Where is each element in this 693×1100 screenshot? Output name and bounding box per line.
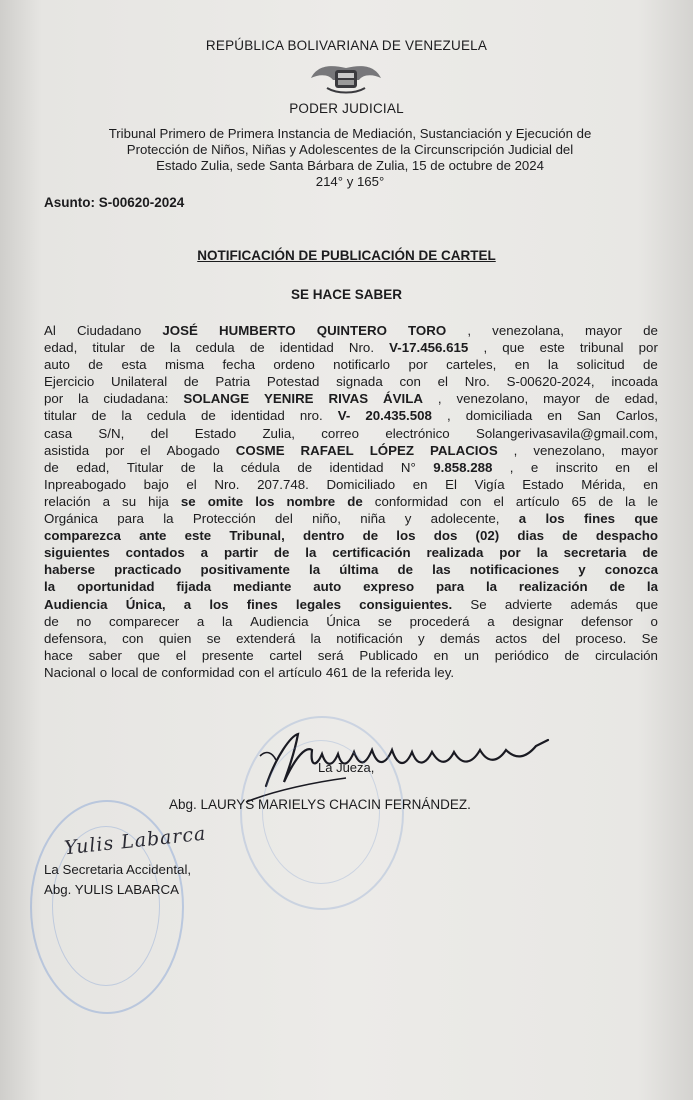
body-word: notificaciones [469, 562, 560, 578]
body-word: notificación [336, 630, 403, 646]
body-word: la [646, 579, 658, 595]
body-word: niña [360, 511, 386, 527]
body-line [44, 476, 658, 493]
body-word: , [513, 442, 518, 458]
body-word: última [339, 562, 379, 578]
body-word: además [570, 596, 618, 612]
body-word: oportunidad [76, 579, 155, 595]
body-word: bajo [143, 476, 169, 492]
body-word: Vigía [474, 476, 505, 492]
body-word: titular [92, 340, 125, 356]
body-word: de [594, 391, 610, 407]
body-word: designar [512, 613, 564, 629]
body-word: Inpreabogado [44, 476, 127, 492]
body-word: Zulia, [262, 425, 295, 441]
body-word: Única, [125, 596, 166, 612]
body-word: a [200, 545, 209, 561]
body-word: a [102, 493, 111, 509]
body-word: mayor [543, 391, 581, 407]
body-word: la [309, 562, 321, 578]
body-word: San [577, 408, 601, 424]
body-word: se [180, 493, 196, 509]
body-word: hace [44, 647, 73, 663]
body-word: dos [433, 528, 458, 544]
body-word: de [180, 459, 196, 475]
body-word: comparezca [44, 528, 121, 544]
body-word: secretaria [563, 545, 627, 561]
body-word: presente [201, 647, 254, 663]
body-word: a [487, 613, 495, 629]
judge-role-label: La Jueza, [318, 760, 375, 775]
court-line: Tribunal Primero de Primera Instancia de Mediación, Sustanciación y Ejecución de [108, 126, 592, 141]
body-word: la [485, 579, 498, 595]
body-word: certificación [332, 545, 411, 561]
body-line [44, 425, 658, 442]
body-word: en [514, 357, 530, 373]
body-word: dentro [303, 528, 345, 544]
body-word: Estado [522, 476, 564, 492]
coat-of-arms-emblem [307, 60, 385, 96]
body-word: electrónico [385, 425, 450, 441]
body-word: PALACIOS [429, 442, 498, 458]
body-line [44, 373, 658, 390]
body-word: para [436, 579, 465, 595]
body-word: de [140, 340, 155, 356]
body-word: a [518, 511, 527, 527]
body-word: de [562, 528, 578, 544]
body-word: cedula [195, 340, 235, 356]
body-word: Audiencia [44, 596, 108, 612]
body-word: asistida [44, 442, 90, 458]
body-word: correo [321, 425, 359, 441]
body-word: de [598, 493, 614, 509]
court-line: 214° y 165° [315, 174, 385, 189]
body-word: legales [295, 596, 341, 612]
body-word: de [397, 562, 414, 578]
body-word: periódico [494, 647, 549, 663]
body-line [44, 356, 658, 373]
body-word: cédula [240, 459, 280, 475]
body-word: de [200, 408, 216, 424]
body-word: ordeno [273, 357, 315, 373]
body-word: por [105, 442, 125, 458]
body-word: un [464, 647, 479, 663]
body-word: e [530, 459, 539, 475]
body-word: misma [164, 357, 205, 373]
body-word: la [212, 459, 224, 475]
body-word: de [273, 545, 290, 561]
body-word: Nro. [464, 374, 490, 390]
body-word: actos [495, 630, 527, 646]
body-line [44, 613, 658, 630]
republic-heading: REPÚBLICA BOLIVARIANA DE VENEZUELA [205, 38, 488, 53]
body-word: , [509, 459, 514, 475]
body-word: en [412, 476, 428, 492]
body-word: SOLANGE [183, 391, 250, 407]
body-word: conozca [604, 562, 658, 578]
body-word: el [263, 664, 275, 680]
body-word: ÁVILA [383, 391, 423, 407]
body-word: cedula [146, 408, 186, 424]
body-word: defensora, [44, 630, 107, 646]
court-line: Protección de Niños, Niñas y Adolescentes de la Circunscripción Judicial del [126, 142, 574, 157]
body-word: de [643, 357, 658, 373]
body-word: identidad [230, 408, 285, 424]
body-line [44, 510, 658, 527]
body-word: con [122, 630, 144, 646]
body-word: RIVAS [328, 391, 369, 407]
body-word: que [635, 596, 658, 612]
body-word: por [499, 545, 521, 561]
body-word: la [163, 511, 174, 527]
body-word: siguientes [44, 545, 110, 561]
body-word: conformidad [374, 493, 448, 509]
body-word: la [625, 493, 636, 509]
body-word: de [347, 493, 363, 509]
body-word: la [44, 579, 56, 595]
body-word: TORO [408, 323, 447, 338]
body-word: Al [44, 323, 56, 338]
body-word: casa [44, 425, 73, 441]
body-word: de [642, 545, 658, 561]
body-word: fines [584, 511, 616, 527]
body-word: ley. [434, 664, 455, 680]
body-line [44, 459, 658, 476]
body-word: los [545, 511, 565, 527]
body-word: realizada [426, 545, 484, 561]
body-word: carteles, [446, 357, 497, 373]
body-word: será [317, 647, 344, 663]
body-word: el [647, 459, 658, 475]
body-word: en [643, 476, 658, 492]
body-word: de [643, 323, 658, 338]
body-word: haberse [44, 562, 95, 578]
body-word: el [140, 442, 151, 458]
body-word: el [437, 374, 448, 390]
body-word: Única [326, 613, 361, 629]
case-number: Asunto: S-00620-2024 [44, 195, 185, 210]
body-word: en [433, 647, 449, 663]
body-word: saber [88, 647, 122, 663]
body-word: COSME [235, 442, 285, 458]
secretary-block [44, 861, 191, 898]
body-word: por [44, 391, 64, 407]
body-word: venezolana, [492, 323, 564, 338]
body-word: notificarlo [333, 357, 391, 373]
body-word: de [249, 340, 265, 356]
body-word: la [121, 408, 132, 424]
body-word: (02) [475, 528, 500, 544]
body-word: El [445, 476, 457, 492]
body-word: Tribunal, [229, 528, 285, 544]
body-word: por [638, 340, 658, 356]
body-word: o [650, 613, 658, 629]
body-word: hija [148, 493, 169, 509]
body-word: con [399, 374, 421, 390]
body-word: fecha [222, 357, 256, 373]
body-word: la [547, 357, 559, 373]
body-word: fines [246, 596, 278, 612]
body-line [44, 544, 658, 561]
body-word: Titular [126, 459, 164, 475]
body-word: los [396, 528, 416, 544]
body-word: Orgánica [44, 511, 98, 527]
body-word: JOSÉ [162, 323, 198, 338]
body-word: Nro. [348, 340, 375, 356]
body-word: nombre [286, 493, 336, 509]
body-word: la [310, 630, 321, 646]
body-word: Solangerivasavila@gmail.com, [475, 425, 658, 441]
body-word: tribunal [579, 340, 624, 356]
body-word: positivamente [200, 562, 290, 578]
body-word: de [44, 459, 59, 475]
body-word: edad, [624, 391, 658, 407]
body-word: de [88, 357, 104, 373]
body-word: nro. [299, 408, 323, 424]
body-word: de [142, 664, 158, 680]
body-word: V- [337, 408, 351, 424]
body-word: Se [641, 630, 658, 646]
body-word: solicitud [576, 357, 625, 373]
body-word: Mérida, [581, 476, 626, 492]
body-word: en [615, 459, 631, 475]
body-word: con [460, 493, 482, 509]
body-word: y [418, 630, 425, 646]
body-word: se [377, 613, 392, 629]
body-word: venezolano, [533, 442, 606, 458]
body-word: las [432, 562, 451, 578]
secretary-signature: Yulis Labarca [63, 822, 208, 860]
body-word: Audiencia [250, 613, 309, 629]
body-word: realización [518, 579, 588, 595]
body-line [44, 390, 658, 407]
body-word: este [539, 340, 565, 356]
body-word: los [209, 596, 229, 612]
body-word: incoada [611, 374, 658, 390]
body-word: 65 [571, 493, 587, 509]
body-word: S-00620-2024, [506, 374, 595, 390]
body-line [44, 442, 658, 459]
body-word: defensor [581, 613, 633, 629]
body-word: conformidad [161, 664, 235, 680]
body-line [44, 561, 658, 578]
body-word: y [404, 511, 412, 527]
body-word: Ciudadano [76, 323, 142, 338]
body-word: la [170, 340, 181, 356]
body-word: , [483, 340, 488, 356]
body-word: advierte [504, 596, 553, 612]
body-word: auto [44, 357, 70, 373]
body-word: a [183, 596, 192, 612]
body-word: identidad [329, 459, 384, 475]
body-word: este [184, 528, 212, 544]
body-line [44, 664, 658, 681]
body-word: quien [158, 630, 192, 646]
body-word: Domiciliado [326, 476, 396, 492]
body-word: Protección [192, 511, 256, 527]
body-word: en [547, 408, 563, 424]
body-word: mayor [585, 323, 622, 338]
body-word: Unilateral [110, 374, 168, 390]
secretary-role-label: La Secretaria Accidental, [44, 862, 192, 877]
body-word: Potestad [266, 374, 320, 390]
body-word: despacho [595, 528, 658, 544]
body-word: de [44, 613, 59, 629]
body-word: 207.748. [257, 476, 309, 492]
body-word: para [117, 511, 144, 527]
body-word: Nacional [44, 664, 96, 680]
body-word: Patria [215, 374, 251, 390]
body-line [44, 322, 658, 339]
body-word: a [196, 613, 205, 629]
body-word: partir [223, 545, 258, 561]
body-word: de [352, 664, 367, 680]
body-line [44, 407, 658, 424]
notice-body [44, 322, 658, 681]
body-word: , [446, 408, 451, 424]
body-word: su [122, 493, 137, 509]
body-word: del [275, 511, 293, 527]
body-word: que [634, 511, 658, 527]
body-word: del [150, 425, 169, 441]
body-word: relación [44, 493, 91, 509]
body-word: Se [470, 596, 487, 612]
body-word: local [111, 664, 139, 680]
body-word: Ejercicio [44, 374, 95, 390]
body-word: que [137, 647, 160, 663]
body-word: de [183, 374, 199, 390]
body-word: extenderá [236, 630, 296, 646]
document-subtitle: SE HACE SABER [290, 287, 403, 302]
body-word: que [502, 340, 525, 356]
body-word: los [255, 493, 275, 509]
body-word: procederá [409, 613, 470, 629]
body-word: auto [313, 579, 342, 595]
body-word: comparecer [109, 613, 180, 629]
body-word: Carlos, [615, 408, 658, 424]
body-word: inscrito [555, 459, 598, 475]
body-word: titular [44, 408, 77, 424]
body-word: LÓPEZ [369, 442, 415, 458]
body-line [44, 647, 658, 664]
body-word: demás [439, 630, 480, 646]
body-word: expreso [363, 579, 415, 595]
body-word: Estado [194, 425, 237, 441]
body-word: HUMBERTO [219, 323, 296, 338]
body-word: contados [125, 545, 185, 561]
body-word: 20.435.508 [365, 408, 432, 424]
body-word: edad, [44, 340, 78, 356]
body-word: no [76, 613, 92, 629]
body-line [44, 596, 658, 613]
body-word: la [78, 391, 89, 407]
body-word: ciudadana: [103, 391, 169, 407]
body-word: , [437, 391, 442, 407]
secretary-name: Abg. YULIS LABARCA [44, 882, 180, 897]
body-word: o [99, 664, 108, 680]
body-word: domiciliada [465, 408, 533, 424]
body-word: V-17.456.615 [389, 340, 469, 356]
body-word: omite [207, 493, 244, 509]
body-word: circulación [595, 647, 658, 663]
body-line [44, 339, 658, 356]
body-word: el [493, 493, 504, 509]
court-line: Estado Zulia, sede Santa Bárbara de Zulia, 15 de octubre de 2024 [156, 158, 544, 173]
body-word: practicado [114, 562, 182, 578]
body-word: del [542, 630, 561, 646]
body-word: ante [139, 528, 167, 544]
body-word: Abogado [166, 442, 220, 458]
body-word: mayor [621, 442, 658, 458]
body-word: le [647, 493, 658, 509]
body-word: RAFAEL [300, 442, 354, 458]
body-word: dias [517, 528, 544, 544]
body-word: niño, [312, 511, 341, 527]
body-word: de [362, 528, 379, 544]
body-word: la [370, 664, 382, 680]
body-word: Publicado [359, 647, 418, 663]
body-word: se [206, 630, 221, 646]
judge-name: Abg. LAURYS MARIELYS CHACIN FERNÁNDEZ. [169, 797, 471, 812]
body-word: esta [121, 357, 147, 373]
body-word: referida [385, 664, 431, 680]
body-word: artículo [515, 493, 560, 509]
body-word: con [238, 664, 260, 680]
body-word: la [536, 545, 548, 561]
body-word: Nro. [214, 476, 240, 492]
body-word: de [609, 579, 626, 595]
body-word: cartel [269, 647, 302, 663]
body-word: venezolano, [456, 391, 529, 407]
judicial-branch-heading: PODER JUDICIAL [289, 101, 404, 116]
body-word: de [564, 647, 580, 663]
body-word: fijada [176, 579, 212, 595]
court-block [40, 126, 660, 190]
body-word: S/N, [98, 425, 125, 441]
body-word: proceso. [575, 630, 627, 646]
body-word: 9.858.288 [433, 459, 493, 475]
body-word: el [175, 647, 187, 663]
body-word: consiguientes. [359, 596, 453, 612]
body-word: 461 [325, 664, 349, 680]
body-word: por [408, 357, 428, 373]
body-word: , [467, 323, 472, 338]
body-word: YENIRE [264, 391, 314, 407]
body-word: de [297, 459, 313, 475]
body-line [44, 630, 658, 647]
body-line [44, 527, 658, 544]
body-line [44, 578, 658, 595]
document-title [0, 248, 693, 263]
body-word: signada [336, 374, 383, 390]
body-word: identidad [279, 340, 334, 356]
body-word: N° [400, 459, 416, 475]
body-word: de [91, 408, 107, 424]
body-line [44, 493, 658, 510]
body-word: artículo [278, 664, 322, 680]
body-word: la [222, 613, 233, 629]
document-title-text: NOTIFICACIÓN DE PUBLICACIÓN DE CARTEL [197, 248, 496, 263]
body-word: edad, [76, 459, 110, 475]
body-word: mediante [232, 579, 292, 595]
body-word: el [186, 476, 197, 492]
body-word: y [578, 562, 586, 578]
body-word: la [305, 545, 317, 561]
body-word: QUINTERO [316, 323, 387, 338]
body-word: adolecente, [430, 511, 500, 527]
